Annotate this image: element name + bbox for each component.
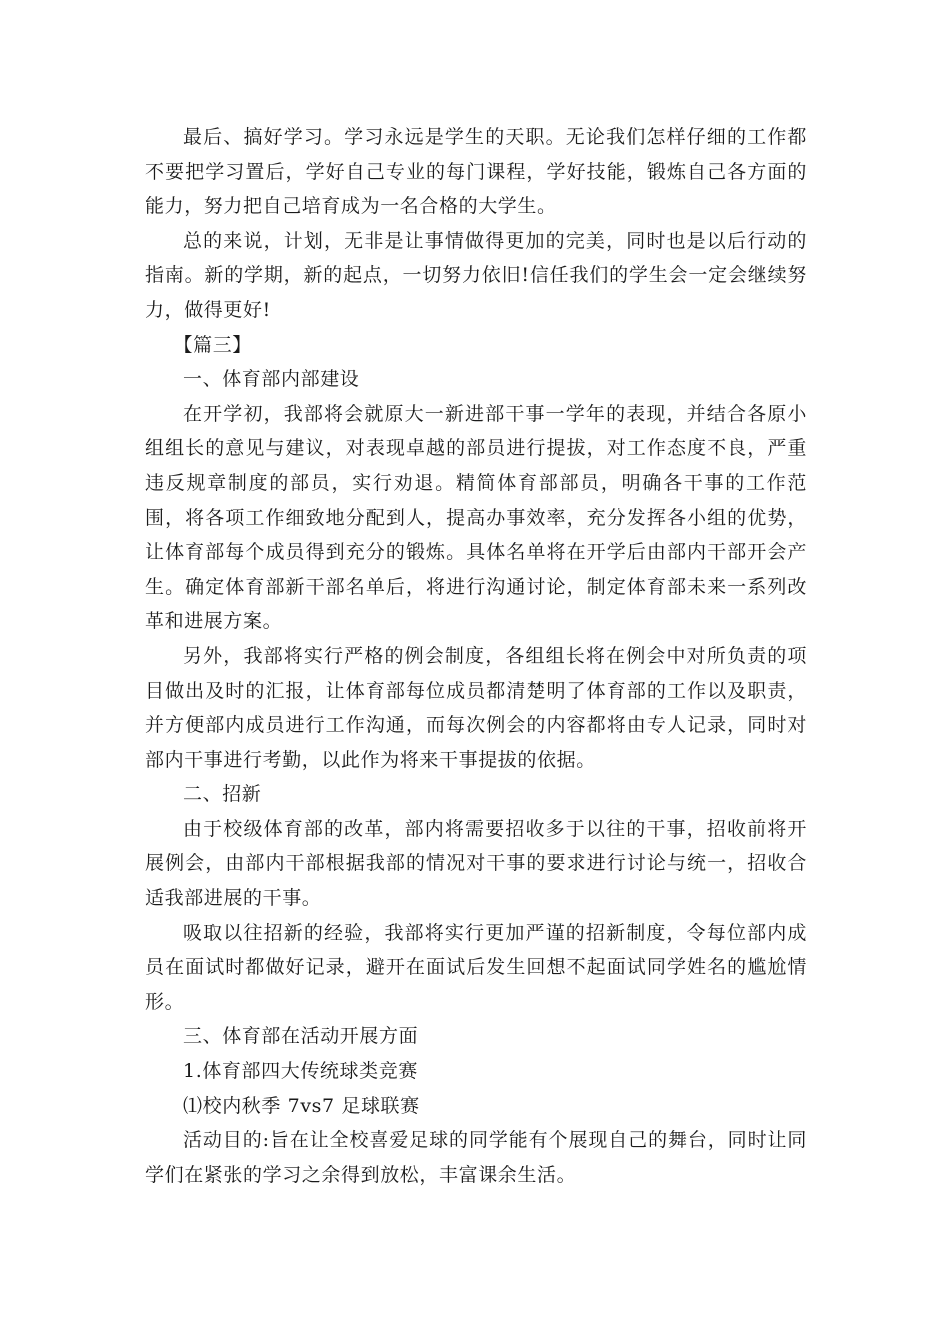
- paragraph-recruitment: 由于校级体育部的改革，部内将需要招收多于以往的干事，招收前将开展例会，由部内干部根据我部的情况对干事的要求进行讨论与统一，招收合适我部进展的干事。: [145, 817, 807, 910]
- document-body: [145, 120, 807, 1192]
- heading-activities: 三、体育部在活动开展方面: [183, 1025, 419, 1048]
- paragraph-internal-construction: 在开学初，我部将会就原大一新进部干事一学年的表现，并结合各原小组组长的意见与建议，对表现卓越的部员进行提拔，对工作态度不良，严重违反规章制度的部员，实行劝退。精简体育部部员，明确各干事的工作范围，将各项工作细致地分配到人，提高办事效率，充分发挥各小组的优势，让体育部每个成员得到充分的锻炼。具体名单将在开学后由部内干部开会产生。确定体育部新干部名单后，将进行沟通讨论，制定体育部未来一系列改革和进展方案。: [145, 402, 807, 633]
- paragraph-study: 最后、搞好学习。学习永远是学生的天职。无论我们怎样仔细的工作都不要把学习置后，学好自己专业的每门课程，学好技能，锻炼自己各方面的能力，努力把自己培育成为一名合格的大学生。: [145, 126, 807, 218]
- section-title-part-three: 【篇三】: [173, 333, 252, 356]
- heading-internal-construction: 一、体育部内部建设: [183, 368, 360, 391]
- heading-football-league: ⑴校内秋季 7vs7 足球联赛: [183, 1094, 420, 1117]
- paragraph-activity-purpose: 活动目的:旨在让全校喜爱足球的同学能有个展现自己的舞台，同时让同学们在紧张的学习之余得到放松，丰富课余生活。: [145, 1129, 807, 1186]
- heading-recruitment: 二、招新: [183, 783, 262, 806]
- paragraph-recruitment-experience: 吸取以往招新的经验，我部将实行更加严谨的招新制度，令每位部内成员在面试时都做好记录，避开在面试后发生回想不起面试同学姓名的尴尬情形。: [145, 921, 807, 1013]
- paragraph-summary: 总的来说，计划，无非是让事情做得更加的完美，同时也是以后行动的指南。新的学期，新的起点，一切努力依旧!信任我们的学生会一定会继续努力，做得更好!: [145, 229, 807, 321]
- paragraph-meeting-system: 另外，我部将实行严格的例会制度，各组组长将在例会中对所负责的项目做出及时的汇报，让体育部每位成员都清楚明了体育部的工作以及职责，并方便部内成员进行工作沟通，而每次例会的内容都将由专人记录，同时对部内干事进行考勤，以此作为将来干事提拔的依据。: [145, 644, 807, 771]
- heading-ball-competitions: 1.体育部四大传统球类竞赛: [183, 1060, 418, 1083]
